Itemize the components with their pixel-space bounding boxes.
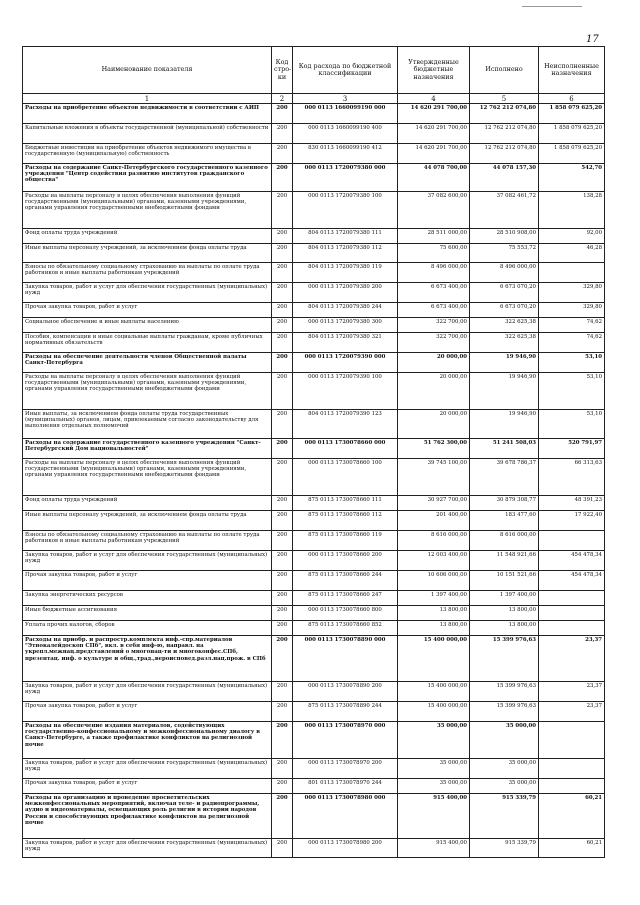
row-name: Расходы на содержание Санкт-Петербургского государственного казенного учреждения "Центр содействия развитию институтов гражданского общества": [23, 164, 272, 192]
row-name: Закупка товаров, работ и услуг для обеспечения государственных (муниципальных) нужд: [23, 682, 272, 702]
row-approved-amount: 13 800,00: [398, 621, 470, 636]
table-row: [23, 759, 605, 779]
row-budget-code: 000 0113 1730078980 200: [293, 839, 398, 858]
row-executed-amount: 39 678 786,37: [470, 459, 539, 496]
header-executed: Исполнено: [470, 47, 539, 94]
table-row: [23, 373, 605, 410]
row-executed-amount: 35 000,00: [470, 722, 539, 759]
row-approved-amount: 15 400 000,00: [398, 702, 470, 722]
row-line-code: 200: [272, 759, 293, 779]
row-executed-amount: 35 000,00: [470, 779, 539, 794]
row-name: Закупка товаров, работ и услуг для обеспечения государственных (муниципальных) нужд: [23, 551, 272, 571]
row-line-code: 200: [272, 333, 293, 353]
table-row: [23, 303, 605, 318]
row-approved-amount: 8 616 000,00: [398, 531, 470, 551]
row-line-code: 200: [272, 229, 293, 244]
table-row: [23, 621, 605, 636]
row-budget-code: 000 0113 1730078890 200: [293, 682, 398, 702]
table-row: [23, 511, 605, 531]
page-number: 17: [586, 34, 599, 45]
row-approved-amount: 6 673 400,00: [398, 283, 470, 303]
row-unexecuted-amount: [539, 621, 605, 636]
row-unexecuted-amount: 53,10: [539, 353, 605, 373]
row-executed-amount: 15 399 976,63: [470, 702, 539, 722]
table-row: [23, 263, 605, 283]
row-name: Иные бюджетные ассигнования: [23, 606, 272, 621]
row-name: Взносы по обязательному социальному страхованию на выплаты по оплате труда работников и иные выплаты работникам учреждений: [23, 263, 272, 283]
table-row: [23, 353, 605, 373]
row-budget-code: 000 0113 1660099190 400: [293, 124, 398, 144]
row-line-code: 200: [272, 439, 293, 459]
table-row: [23, 318, 605, 333]
row-line-code: 200: [272, 779, 293, 794]
row-line-code: 200: [272, 591, 293, 606]
row-unexecuted-amount: 542,70: [539, 164, 605, 192]
row-approved-amount: 10 606 000,00: [398, 571, 470, 591]
row-executed-amount: 6 673 070,20: [470, 283, 539, 303]
row-unexecuted-amount: 53,10: [539, 373, 605, 410]
row-name: Расходы на обеспечение деятельности членов Общественной палаты Санкт-Петербурга: [23, 353, 272, 373]
row-line-code: 200: [272, 192, 293, 229]
row-executed-amount: 322 625,38: [470, 318, 539, 333]
table-row: [23, 606, 605, 621]
header-unexecuted: Неисполненные назначения: [539, 47, 605, 94]
table-row: [23, 839, 605, 858]
row-name: Закупка товаров, работ и услуг для обеспечения государственных (муниципальных) нужд: [23, 839, 272, 858]
row-budget-code: 000 0113 1720079390 100: [293, 373, 398, 410]
column-number: 4: [398, 94, 470, 104]
row-name: Взносы по обязательному социальному страхованию на выплаты по оплате труда работников и иные выплаты работникам учреждений: [23, 531, 272, 551]
row-unexecuted-amount: 17 922,40: [539, 511, 605, 531]
row-name: Уплата прочих налогов, сборов: [23, 621, 272, 636]
row-executed-amount: 11 548 921,66: [470, 551, 539, 571]
table-row: [23, 283, 605, 303]
column-number-row: [23, 94, 605, 104]
row-budget-code: 000 0113 1660099190 000: [293, 104, 398, 124]
row-line-code: 200: [272, 606, 293, 621]
header-kbk: Код расхода по бюджетной классификации: [293, 47, 398, 94]
row-approved-amount: 20 000,00: [398, 410, 470, 439]
row-executed-amount: 12 762 212 074,80: [470, 104, 539, 124]
table-row: [23, 551, 605, 571]
row-name: Закупка энергетических ресурсов: [23, 591, 272, 606]
row-unexecuted-amount: 74,62: [539, 333, 605, 353]
row-executed-amount: 1 397 400,00: [470, 591, 539, 606]
row-line-code: 200: [272, 104, 293, 124]
table-header-row: [23, 47, 605, 94]
row-name: Социальное обеспечение и иные выплаты населению: [23, 318, 272, 333]
row-line-code: 200: [272, 551, 293, 571]
row-unexecuted-amount: 23,37: [539, 702, 605, 722]
row-unexecuted-amount: 1 858 079 625,20: [539, 104, 605, 124]
row-budget-code: 804 0113 1720079390 123: [293, 410, 398, 439]
row-executed-amount: 19 946,90: [470, 353, 539, 373]
row-unexecuted-amount: 60,21: [539, 794, 605, 839]
row-unexecuted-amount: 454 478,34: [539, 571, 605, 591]
row-approved-amount: 39 745 100,00: [398, 459, 470, 496]
table-row: [23, 410, 605, 439]
row-executed-amount: 19 946,90: [470, 373, 539, 410]
row-executed-amount: 19 946,90: [470, 410, 539, 439]
table-row: [23, 702, 605, 722]
table-row: [23, 722, 605, 759]
row-executed-amount: 28 510 908,00: [470, 229, 539, 244]
row-line-code: 200: [272, 496, 293, 511]
row-approved-amount: 915 400,00: [398, 794, 470, 839]
row-executed-amount: 12 762 212 074,80: [470, 124, 539, 144]
table-row: [23, 779, 605, 794]
row-executed-amount: 37 082 461,72: [470, 192, 539, 229]
row-line-code: 200: [272, 353, 293, 373]
row-executed-amount: 15 399 976,63: [470, 636, 539, 682]
row-budget-code: 804 0113 1720079380 119: [293, 263, 398, 283]
row-line-code: 200: [272, 722, 293, 759]
row-executed-amount: 10 151 521,66: [470, 571, 539, 591]
column-number: 1: [23, 94, 272, 104]
row-executed-amount: 8 616 000,00: [470, 531, 539, 551]
row-unexecuted-amount: 1 858 079 625,20: [539, 124, 605, 144]
row-executed-amount: 915 339,79: [470, 839, 539, 858]
row-executed-amount: 6 673 070,20: [470, 303, 539, 318]
row-unexecuted-amount: 1 858 079 625,20: [539, 144, 605, 164]
row-approved-amount: 8 496 000,00: [398, 263, 470, 283]
row-line-code: 200: [272, 164, 293, 192]
row-budget-code: 000 0113 1730078660 000: [293, 439, 398, 459]
column-number: 3: [293, 94, 398, 104]
row-executed-amount: 15 399 976,63: [470, 682, 539, 702]
row-unexecuted-amount: 46,28: [539, 244, 605, 263]
row-budget-code: 000 0113 1730078970 000: [293, 722, 398, 759]
row-line-code: 200: [272, 702, 293, 722]
row-name: Расходы на выплаты персоналу в целях обеспечения выполнения функций государственными (муниципальными) органами, казенными учреждениями, органами управления государственными внебюджетными фондами: [23, 192, 272, 229]
row-approved-amount: 14 620 291 700,00: [398, 124, 470, 144]
row-approved-amount: 322 700,00: [398, 318, 470, 333]
row-line-code: 200: [272, 263, 293, 283]
row-executed-amount: 322 625,38: [470, 333, 539, 353]
row-budget-code: 804 0113 1720079380 244: [293, 303, 398, 318]
row-budget-code: 875 0113 1730078660 111: [293, 496, 398, 511]
row-unexecuted-amount: [539, 591, 605, 606]
row-budget-code: 875 0113 1730078660 247: [293, 591, 398, 606]
row-budget-code: 000 0113 1720079380 200: [293, 283, 398, 303]
row-unexecuted-amount: 74,62: [539, 318, 605, 333]
row-executed-amount: 183 477,60: [470, 511, 539, 531]
row-unexecuted-amount: [539, 779, 605, 794]
row-name: Расходы на организацию и проведение просветительских межконфессиональных мероприятий, включая теле- и радиопрограммы, аудио и видеоматериалы, освещающих роль религии в истории народов России и способствующих профилактике конфликтов на религиозной почве: [23, 794, 272, 839]
row-line-code: 200: [272, 244, 293, 263]
row-approved-amount: 28 511 000,00: [398, 229, 470, 244]
row-approved-amount: 30 927 700,00: [398, 496, 470, 511]
column-number: 5: [470, 94, 539, 104]
row-approved-amount: 20 000,00: [398, 373, 470, 410]
row-line-code: 200: [272, 318, 293, 333]
row-unexecuted-amount: 454 478,34: [539, 551, 605, 571]
row-name: Расходы на приобретение объектов недвижимости в соответствии с АИП: [23, 104, 272, 124]
table-row: [23, 229, 605, 244]
table-row: [23, 104, 605, 124]
table-row: [23, 531, 605, 551]
row-budget-code: 000 0113 1730078660 800: [293, 606, 398, 621]
row-line-code: 200: [272, 682, 293, 702]
row-name: Иные выплаты, за исключением фонда оплаты труда государственных (муниципальных) органов, лицам, привлекаемым согласно законодательству для выполнения отдельных полномочий: [23, 410, 272, 439]
row-budget-code: 875 0113 1730078660 112: [293, 511, 398, 531]
row-name: Прочая закупка товаров, работ и услуг: [23, 571, 272, 591]
table-row: [23, 496, 605, 511]
row-line-code: 200: [272, 794, 293, 839]
row-approved-amount: 35 000,00: [398, 759, 470, 779]
row-approved-amount: 51 762 300,00: [398, 439, 470, 459]
row-approved-amount: 201 400,00: [398, 511, 470, 531]
row-unexecuted-amount: 329,80: [539, 283, 605, 303]
row-name: Капитальные вложения в объекты государственной (муниципальной) собственности: [23, 124, 272, 144]
row-name: Расходы на обеспечение издания материалов, содействующих государственно-конфессиональному и межконфессиональному диалогу в Санкт-Петербурге, а также профилактике конфликтов на религиозной почве: [23, 722, 272, 759]
row-line-code: 200: [272, 839, 293, 858]
row-executed-amount: 12 762 212 074,80: [470, 144, 539, 164]
row-name: Прочая закупка товаров, работ и услуг: [23, 702, 272, 722]
row-name: Пособия, компенсации и иные социальные выплаты гражданам, кроме публичных нормативных обязательств: [23, 333, 272, 353]
row-budget-code: 830 0113 1660099190 412: [293, 144, 398, 164]
row-executed-amount: 51 241 508,03: [470, 439, 539, 459]
row-approved-amount: 6 673 400,00: [398, 303, 470, 318]
row-unexecuted-amount: 60,21: [539, 839, 605, 858]
table-row: [23, 124, 605, 144]
row-approved-amount: 12 003 400,00: [398, 551, 470, 571]
row-approved-amount: 37 082 600,00: [398, 192, 470, 229]
row-name: Расходы на выплаты персоналу в целях обеспечения выполнения функций государственными (муниципальными) органами, казенными учреждениями, органами управления государственными внебюджетными фондами: [23, 459, 272, 496]
column-number: 2: [272, 94, 293, 104]
table-row: [23, 459, 605, 496]
row-approved-amount: 15 400 000,00: [398, 636, 470, 682]
row-unexecuted-amount: 53,10: [539, 410, 605, 439]
row-unexecuted-amount: [539, 759, 605, 779]
row-name: Иные выплаты персоналу учреждений, за исключением фонда оплаты труда: [23, 244, 272, 263]
row-approved-amount: 20 000,00: [398, 353, 470, 373]
table-row: [23, 333, 605, 353]
row-budget-code: 875 0113 1730078890 244: [293, 702, 398, 722]
row-unexecuted-amount: 92,00: [539, 229, 605, 244]
table-row: [23, 682, 605, 702]
row-budget-code: 000 0113 1730078660 100: [293, 459, 398, 496]
row-budget-code: 000 0113 1730078980 000: [293, 794, 398, 839]
row-executed-amount: 13 800,00: [470, 606, 539, 621]
table-body: [23, 104, 605, 858]
row-name: Фонд оплаты труда учреждений: [23, 229, 272, 244]
row-name: Прочая закупка товаров, работ и услуг: [23, 779, 272, 794]
row-unexecuted-amount: 23,37: [539, 682, 605, 702]
row-approved-amount: 13 800,00: [398, 606, 470, 621]
row-budget-code: 875 0113 1730078660 852: [293, 621, 398, 636]
row-name: Расходы на содержание государственного казенного учреждения "Санкт-Петербургский Дом национальностей": [23, 439, 272, 459]
row-approved-amount: 14 620 291 700,00: [398, 144, 470, 164]
row-line-code: 200: [272, 283, 293, 303]
row-unexecuted-amount: 520 791,97: [539, 439, 605, 459]
row-unexecuted-amount: 66 313,63: [539, 459, 605, 496]
row-budget-code: 875 0113 1730078660 244: [293, 571, 398, 591]
row-executed-amount: 44 078 157,30: [470, 164, 539, 192]
table-row: [23, 192, 605, 229]
header-code: Код стро-ки: [272, 47, 293, 94]
row-name: Бюджетные инвестиции на приобретение объектов недвижимого имущества в государственную (муниципальную) собственность: [23, 144, 272, 164]
row-approved-amount: 1 397 400,00: [398, 591, 470, 606]
row-line-code: 200: [272, 373, 293, 410]
row-unexecuted-amount: [539, 263, 605, 283]
row-approved-amount: 915 400,00: [398, 839, 470, 858]
row-unexecuted-amount: 23,37: [539, 636, 605, 682]
row-name: Прочая закупка товаров, работ и услуг: [23, 303, 272, 318]
row-budget-code: 875 0113 1730078660 119: [293, 531, 398, 551]
row-unexecuted-amount: 138,28: [539, 192, 605, 229]
row-approved-amount: 322 700,00: [398, 333, 470, 353]
row-budget-code: 000 0113 1730078660 200: [293, 551, 398, 571]
row-budget-code: 000 0113 1720079380 000: [293, 164, 398, 192]
table-row: [23, 144, 605, 164]
row-line-code: 200: [272, 571, 293, 591]
row-approved-amount: 35 000,00: [398, 779, 470, 794]
budget-execution-table: [22, 46, 605, 858]
row-budget-code: 801 0113 1730078970 244: [293, 779, 398, 794]
row-executed-amount: 13 800,00: [470, 621, 539, 636]
table-row: [23, 794, 605, 839]
table-row: [23, 439, 605, 459]
row-unexecuted-amount: 48 391,23: [539, 496, 605, 511]
row-budget-code: 804 0113 1720079380 321: [293, 333, 398, 353]
row-line-code: 200: [272, 531, 293, 551]
row-approved-amount: 44 078 700,00: [398, 164, 470, 192]
table-row: [23, 571, 605, 591]
row-line-code: 200: [272, 621, 293, 636]
row-executed-amount: 915 339,79: [470, 794, 539, 839]
row-budget-code: 000 0113 1720079390 000: [293, 353, 398, 373]
row-executed-amount: 8 496 000,00: [470, 263, 539, 283]
table-row: [23, 591, 605, 606]
row-approved-amount: 35 000,00: [398, 722, 470, 759]
row-line-code: 200: [272, 124, 293, 144]
row-name: Иные выплаты персоналу учреждений, за исключением фонда оплаты труда: [23, 511, 272, 531]
row-budget-code: 000 0113 1730078970 200: [293, 759, 398, 779]
row-line-code: 200: [272, 410, 293, 439]
row-unexecuted-amount: [539, 722, 605, 759]
row-budget-code: 804 0113 1720079380 111: [293, 229, 398, 244]
row-budget-code: 000 0113 1720079380 300: [293, 318, 398, 333]
header-approved: Утвержденные бюджетные назначения: [398, 47, 470, 94]
column-number: 6: [539, 94, 605, 104]
row-name: Закупка товаров, работ и услуг для обеспечения государственных (муниципальных) нужд: [23, 759, 272, 779]
row-line-code: 200: [272, 144, 293, 164]
row-name: Расходы на приобр. и распростр.комплекта инф.-спр.материалов "Этнокалейдоскоп СПб", вкл. в себя инф-ю, направл. на укрепл.межнац.представлений о многонац-ти и многоконфес.СПб, презентац. инф. о культуре и общ.,трад.,вероисповед.разл.нац.прож. в СПб: [23, 636, 272, 682]
row-line-code: 200: [272, 511, 293, 531]
table-row: [23, 164, 605, 192]
row-executed-amount: 30 879 308,77: [470, 496, 539, 511]
row-name: Фонд оплаты труда учреждений: [23, 496, 272, 511]
row-budget-code: 804 0113 1720079380 112: [293, 244, 398, 263]
row-approved-amount: 14 620 291 700,00: [398, 104, 470, 124]
row-name: Закупка товаров, работ и услуг для обеспечения государственных (муниципальных) нужд: [23, 283, 272, 303]
table-row: [23, 636, 605, 682]
row-approved-amount: 75 600,00: [398, 244, 470, 263]
row-approved-amount: 15 400 000,00: [398, 682, 470, 702]
row-budget-code: 000 0113 1730078890 000: [293, 636, 398, 682]
row-unexecuted-amount: 329,80: [539, 303, 605, 318]
row-unexecuted-amount: [539, 606, 605, 621]
table-row: [23, 244, 605, 263]
row-name: Расходы на выплаты персоналу в целях обеспечения выполнения функций государственными (муниципальными) органами, казенными учреждениями, органами управления государственными внебюджетными фондами: [23, 373, 272, 410]
row-executed-amount: 75 553,72: [470, 244, 539, 263]
row-line-code: 200: [272, 303, 293, 318]
header-name: Наименование показателя: [23, 47, 272, 94]
row-line-code: 200: [272, 636, 293, 682]
row-line-code: 200: [272, 459, 293, 496]
row-budget-code: 000 0113 1720079380 100: [293, 192, 398, 229]
row-executed-amount: 35 000,00: [470, 759, 539, 779]
top-rule: [522, 6, 582, 7]
row-unexecuted-amount: [539, 531, 605, 551]
